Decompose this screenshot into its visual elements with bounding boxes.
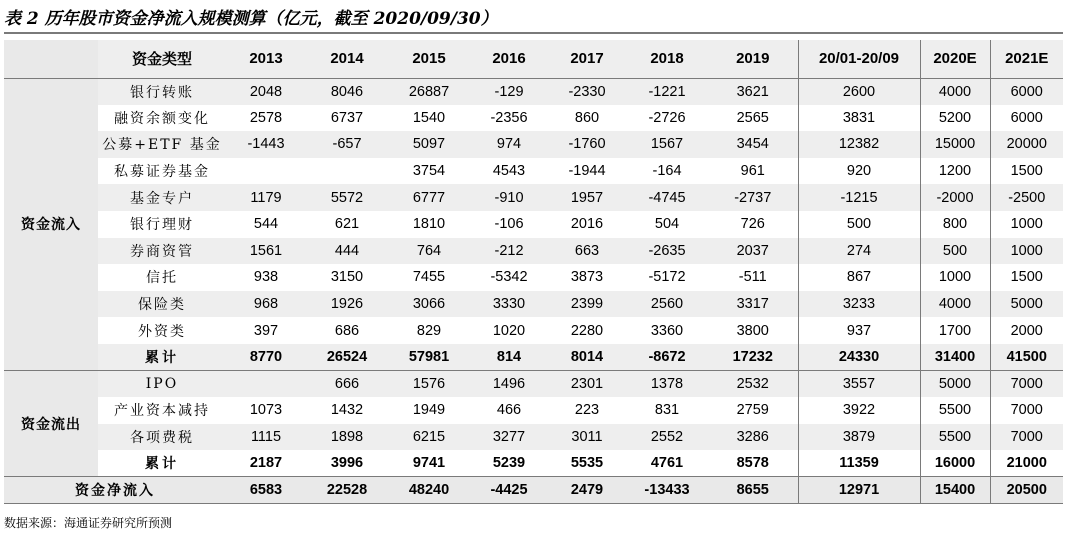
value-cell: 3011 [548,424,626,451]
value-cell: 4000 [920,78,990,105]
value-cell: 500 [920,238,990,265]
category-label: 公募+ETF 基金 [98,131,226,158]
table-row [4,291,1063,318]
value-cell: 1500 [990,264,1063,291]
value-cell: 3233 [798,291,920,318]
value-cell: 5572 [306,184,388,211]
value-cell: -2500 [990,184,1063,211]
value-cell: 48240 [388,477,470,504]
net-inflow-row [4,477,1063,504]
value-cell: 504 [654,216,680,233]
value-cell: 8655 [708,477,798,504]
total-row [4,450,1063,477]
table-row [4,184,1063,211]
value-cell: 814 [470,344,548,371]
column-header: 2015 [388,40,470,78]
column-header: 2017 [548,40,626,78]
value-cell: 5535 [570,455,604,472]
value-cell: 1561 [226,238,306,265]
value-cell: 1000 [990,238,1063,265]
value-cell: 3754 [412,163,446,180]
group-label: 资金流入 [4,78,98,371]
value-cell: 5200 [920,105,990,132]
value-cell: 2479 [548,477,626,504]
table-row [4,424,1063,451]
value-cell: 8046 [306,78,388,105]
table-row [4,131,1063,158]
value-cell: 12971 [798,477,920,504]
value-cell: 41500 [990,344,1063,371]
value-cell: 726 [740,216,765,233]
value-cell: 7000 [990,371,1063,398]
value-cell: 937 [798,317,920,344]
value-cell: 466 [496,402,522,419]
value-cell: 3922 [798,397,920,424]
column-header: 20/01-20/09 [798,40,920,78]
value-cell: 1000 [920,264,990,291]
table-row [4,317,1063,344]
table-row [4,371,1063,398]
value-cell: 5500 [920,397,990,424]
value-cell: 4000 [920,291,990,318]
total-label: 累计 [145,456,179,473]
value-cell: 1898 [306,424,388,451]
value-cell: 15400 [920,477,990,504]
value-cell: 1378 [626,371,708,398]
value-cell: 800 [920,211,990,238]
value-cell: 867 [798,264,920,291]
value-cell: 3360 [650,322,684,339]
value-cell: 1926 [306,291,388,318]
value-cell: 8014 [548,344,626,371]
value-cell: 57981 [388,344,470,371]
value-cell: 5239 [492,455,526,472]
value-cell: 2565 [736,109,769,126]
value-cell: 4761 [650,455,684,472]
value-cell: 2037 [708,238,798,265]
value-cell: 6583 [226,477,306,504]
value-cell: 2000 [990,317,1063,344]
category-label: 券商资管 [98,238,226,265]
value-cell: 1957 [548,184,626,211]
value-cell: -2737 [708,184,798,211]
group-label: 资金流出 [4,371,98,477]
value-cell: 17232 [708,344,798,371]
value-cell: 20500 [990,477,1063,504]
value-cell: 829 [416,322,442,339]
value-cell: -2330 [548,78,626,105]
value-cell: 2301 [548,371,626,398]
value-cell: 444 [306,238,388,265]
column-header: 2013 [226,40,306,78]
category-label: 各项费税 [98,424,226,451]
total-label: 累计 [98,344,226,371]
value-cell: 2552 [626,424,708,451]
value-cell: 974 [470,131,548,158]
value-cell: 1567 [626,131,708,158]
value-cell: 3317 [708,291,798,318]
value-cell: 3557 [798,371,920,398]
table-row [4,238,1063,265]
value-cell: 223 [574,402,600,419]
value-cell: 2399 [548,291,626,318]
value-cell: -164 [652,163,682,180]
value-cell: 764 [388,238,470,265]
value-cell: 938 [253,269,279,286]
value-cell: -1443 [226,131,306,158]
value-cell: 31400 [920,344,990,371]
table-row [4,105,1063,132]
value-cell: -1221 [626,78,708,105]
value-cell: 8770 [226,344,306,371]
value-cell: -106 [494,216,524,233]
category-label: 信托 [146,270,178,287]
value-cell: -5342 [490,269,528,286]
value-cell: 544 [253,216,279,233]
value-cell: -2635 [626,238,708,265]
value-cell: -13433 [626,477,708,504]
value-cell: 6215 [388,424,470,451]
header-corner [4,40,98,78]
category-label: 私募证券基金 [114,164,210,181]
category-label: 融资余额变化 [114,110,210,127]
value-cell: 1432 [330,402,364,419]
value-cell: 860 [574,109,600,126]
value-cell: -657 [306,131,388,158]
value-cell: 12382 [798,131,920,158]
value-cell: 3621 [708,78,798,105]
value-cell: 1500 [990,158,1063,185]
value-cell [306,158,388,185]
column-header: 2020E [920,40,990,78]
value-cell: 3066 [388,291,470,318]
category-label: 银行转账 [98,78,226,105]
column-header: 2016 [470,40,548,78]
value-cell: 3873 [570,269,604,286]
value-cell: -1944 [568,163,606,180]
value-cell: 26887 [388,78,470,105]
value-cell: 3150 [330,269,364,286]
value-cell: 2532 [708,371,798,398]
value-cell: -8672 [626,344,708,371]
value-cell: 1700 [920,317,990,344]
value-cell: 1949 [412,402,446,419]
value-cell: 6000 [990,78,1063,105]
value-cell: 26524 [306,344,388,371]
value-cell: 6777 [388,184,470,211]
table-row [4,211,1063,238]
value-cell: 3831 [798,105,920,132]
value-cell: -212 [470,238,548,265]
value-cell: 1073 [249,402,283,419]
value-cell: -1760 [548,131,626,158]
table-body [4,78,1063,504]
category-label: IPO [98,371,226,398]
value-cell: 1200 [920,158,990,185]
value-cell: 1540 [412,109,446,126]
value-cell: 3454 [708,131,798,158]
value-cell: 2016 [570,216,604,233]
category-label: 银行理财 [130,217,194,234]
value-cell: -4425 [470,477,548,504]
value-cell: 831 [654,402,680,419]
value-cell: 666 [306,371,388,398]
value-cell: 1496 [470,371,548,398]
value-cell: 621 [334,216,360,233]
value-cell: 1000 [990,211,1063,238]
value-cell: -2000 [920,184,990,211]
value-cell: -129 [470,78,548,105]
value-cell: 7455 [412,269,446,286]
value-cell: 961 [740,163,765,180]
value-cell: 7000 [990,397,1063,424]
value-cell: 3879 [798,424,920,451]
value-cell: 5000 [990,291,1063,318]
value-cell: 8578 [736,455,769,472]
value-cell: 7000 [990,424,1063,451]
category-label: 基金专户 [98,184,226,211]
value-cell: 5097 [388,131,470,158]
value-cell: 6737 [330,109,364,126]
column-header: 2021E [990,40,1063,78]
source-note: 数据来源：海通证券研究所预测 [4,516,173,530]
value-cell: 4543 [492,163,526,180]
value-cell: 24330 [798,344,920,371]
value-cell: 9741 [412,455,446,472]
value-cell: 1020 [492,322,526,339]
value-cell: 2280 [570,322,604,339]
value-cell: 20000 [990,131,1063,158]
value-cell: 2578 [249,109,283,126]
net-inflow-label: 资金净流入 [4,477,226,504]
value-cell: 500 [798,211,920,238]
column-header: 2018 [626,40,708,78]
category-label: 产业资本减持 [114,403,210,420]
value-cell: 6000 [990,105,1063,132]
value-cell: 2187 [249,455,283,472]
value-cell: 2048 [226,78,306,105]
value-cell: 22528 [306,477,388,504]
column-header: 2014 [306,40,388,78]
table-row [4,158,1063,185]
value-cell: -511 [738,269,767,286]
category-label: 保险类 [98,291,226,318]
value-cell: 3286 [708,424,798,451]
value-cell: -910 [470,184,548,211]
table-row [4,397,1063,424]
column-header: 资金类型 [98,40,226,78]
value-cell: 1810 [412,216,446,233]
value-cell: 3996 [330,455,364,472]
value-cell: -2726 [648,109,686,126]
category-label: 外资类 [138,323,186,340]
value-cell: -2356 [490,109,528,126]
total-row [4,344,1063,371]
value-cell [226,371,306,398]
value-cell [226,158,306,185]
table-title: 表 2 历年股市资金净流入规模测算（亿元，截至 2020/09/30） [4,4,1063,34]
column-header: 2019 [708,40,798,78]
value-cell: 2600 [798,78,920,105]
value-cell: -4745 [626,184,708,211]
value-cell: 11359 [798,450,920,477]
table-row [4,264,1063,291]
value-cell: 3277 [470,424,548,451]
value-cell: 663 [548,238,626,265]
value-cell: 686 [334,322,360,339]
value-cell: 3800 [736,322,769,339]
value-cell: 1576 [388,371,470,398]
value-cell: 15000 [920,131,990,158]
value-cell: -1215 [798,184,920,211]
table-row [4,78,1063,105]
value-cell: 2560 [626,291,708,318]
value-cell: 16000 [920,450,990,477]
value-cell: -5172 [648,269,686,286]
value-cell: 5500 [920,424,990,451]
value-cell: 397 [253,322,279,339]
value-cell: 968 [226,291,306,318]
header-row [4,40,1063,78]
value-cell: 2759 [736,402,769,419]
value-cell: 3330 [470,291,548,318]
value-cell: 21000 [990,450,1063,477]
value-cell: 5000 [920,371,990,398]
value-cell: 1115 [226,424,306,451]
value-cell: 1179 [226,184,306,211]
fund-flow-table [4,40,1063,504]
value-cell: 920 [798,158,920,185]
value-cell: 274 [798,238,920,265]
